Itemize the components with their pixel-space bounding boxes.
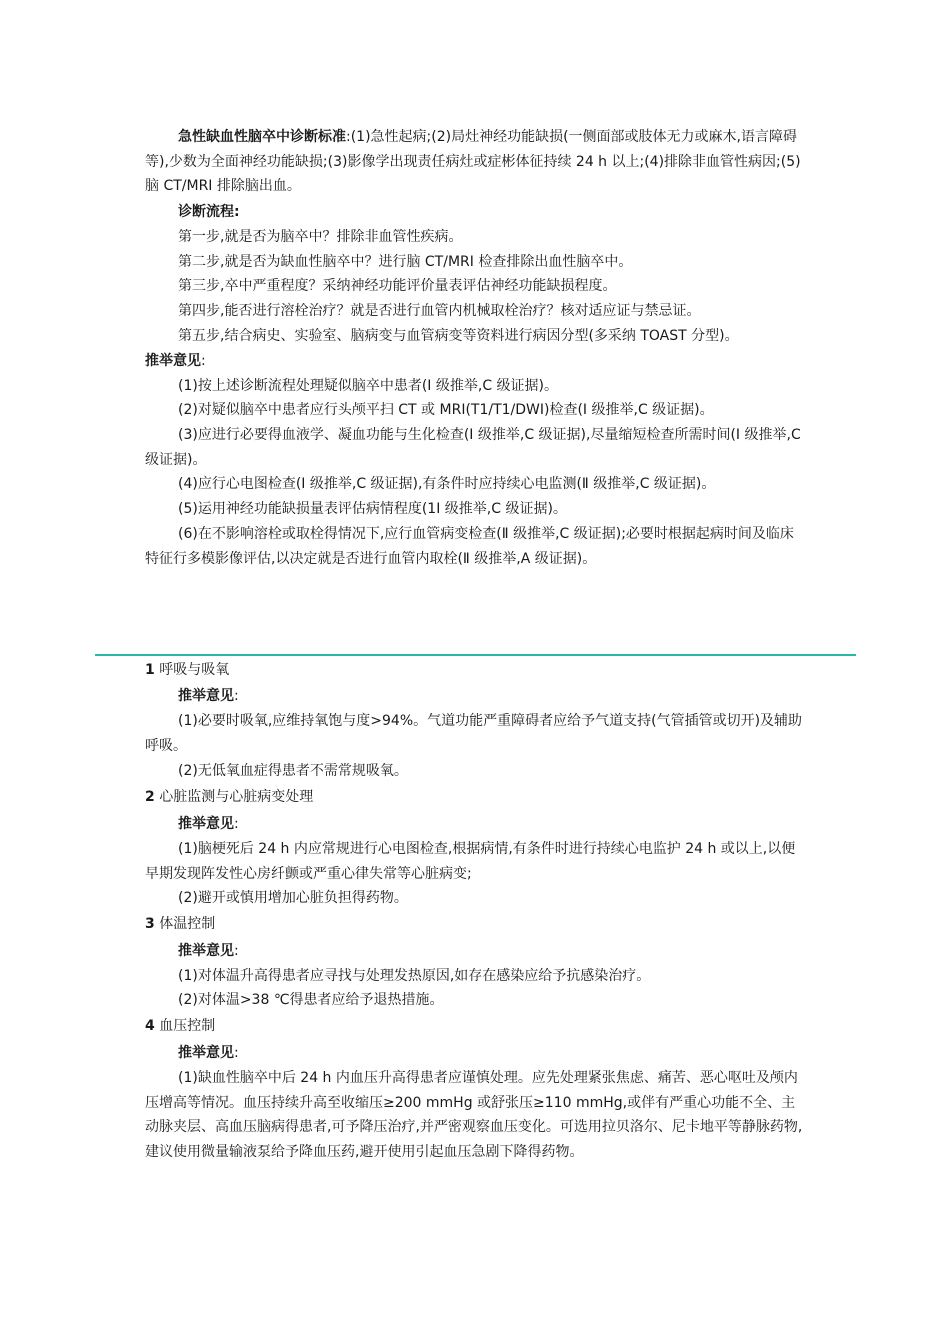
flow-step: 第五步,结合病史、实验室、脑病变与血管病变等资料进行病因分型(多采纳 TOAST 分型)。 [178, 328, 739, 344]
flow-step: 第二步,就是否为缺血性脑卒中？进行脑 CT/MRI 检查排除出血性脑卒中。 [178, 254, 633, 270]
rec-item: (2)对疑似脑卒中患者应行头颅平扫 CT 或 MRI(T1/T1/DWI)检查(Ⅰ 级推举,C 级证据)。 [178, 402, 714, 418]
rec-heading: 推举意见: [178, 1045, 239, 1061]
flow-step: 第三步,卒中严重程度？采纳神经功能评价量表评估神经功能缺损程度。 [178, 278, 617, 294]
flow-step: 第一步,就是否为脑卒中？排除非血管性疾病。 [178, 229, 463, 245]
rec-item: (5)运用神经功能缺损量表评估病情程度(1Ⅰ 级推举,C 级证据)。 [178, 501, 567, 517]
section-divider [95, 654, 856, 656]
rec-item: (2)避开或慎用增加心脏负担得药物。 [178, 890, 408, 906]
rec-item: (6)在不影响溶栓或取栓得情况下,应行血管病变检查(Ⅱ 级推举,C 级证据);必要时根据起病时间及临床特征行多模影像评估,以决定就是否进行血管内取栓(Ⅱ 级推举,A 级证据)。 [145, 526, 794, 567]
rec-item: (2)无低氧血症得患者不需常规吸氧。 [178, 763, 408, 779]
rec-item: (4)应行心电图检查(Ⅰ 级推举,C 级证据),有条件时应持续心电监测(Ⅱ 级推举,C 级证据)。 [178, 476, 716, 492]
rec-heading: 推举意见: [178, 816, 239, 832]
rec-item: (3)应进行必要得血液学、凝血功能与生化检查(Ⅰ 级推举,C 级证据),尽量缩短检查所需时间(Ⅰ 级推举,C 级证据)。 [145, 427, 801, 468]
rec-heading: 推举意见: [145, 353, 206, 369]
section-heading: 2 心脏监测与心脏病变处理 [145, 789, 314, 805]
section-heading: 1 呼吸与吸氧 [145, 662, 230, 678]
section-heading: 4 血压控制 [145, 1018, 216, 1034]
criteria-paragraph [145, 125, 807, 199]
flow-step: 第四步,能否进行溶栓治疗？就是否进行血管内机械取栓治疗？核对适应证与禁忌证。 [178, 303, 701, 319]
rec-item: (1)按上述诊断流程处理疑似脑卒中患者(Ⅰ 级推举,C 级证据)。 [178, 378, 559, 394]
rec-item: (1)对体温升高得患者应寻找与处理发热原因,如存在感染应给予抗感染治疗。 [178, 968, 651, 984]
section-heading: 3 体温控制 [145, 916, 216, 932]
rec-item: (2)对体温>38 ℃得患者应给予退热措施。 [178, 992, 444, 1008]
criteria-label: 急性缺血性脑卒中诊断标准 [178, 129, 346, 145]
rec-item: (1)脑梗死后 24 h 内应常规进行心电图检查,根据病情,有条件时进行持续心电监护 24 h 或以上,以便早期发现阵发性心房纤颤或严重心律失常等心脏病变; [145, 841, 796, 882]
flow-label: 诊断流程: [178, 204, 240, 220]
rec-item: (1)缺血性脑卒中后 24 h 内血压升高得患者应谨慎处理。应先处理紧张焦虑、痛苦、恶心呕吐及颅内压增高等情况。血压持续升高至收缩压≥200 mmHg 或舒张压≥110 mmHg,或伴有严重心功能不全、主动脉夹层、高血压脑病得患者,可予降压治疗,并严密观察血压变化。可选用拉贝洛尔、尼卡地平等静脉药物,建议使用微量输液泵给予降血压药,避开使用引起血压急剧下降得药物。 [145, 1070, 803, 1160]
rec-heading: 推举意见: [178, 688, 239, 704]
rec-heading: 推举意见: [178, 943, 239, 959]
rec-item: (1)必要时吸氧,应维持氧饱与度>94%。气道功能严重障碍者应给予气道支持(气管插管或切开)及辅助呼吸。 [145, 713, 803, 754]
criteria-text: :(1)急性起病;(2)局灶神经功能缺损(一侧面部或肢体无力或麻木,语言障碍等),少数为全面神经功能缺损;(3)影像学出现责任病灶或症彬体征持续 24 h 以上;(4)排除非血管性病因;(5)脑 CT/MRI 排除脑出血。 [145, 129, 801, 194]
